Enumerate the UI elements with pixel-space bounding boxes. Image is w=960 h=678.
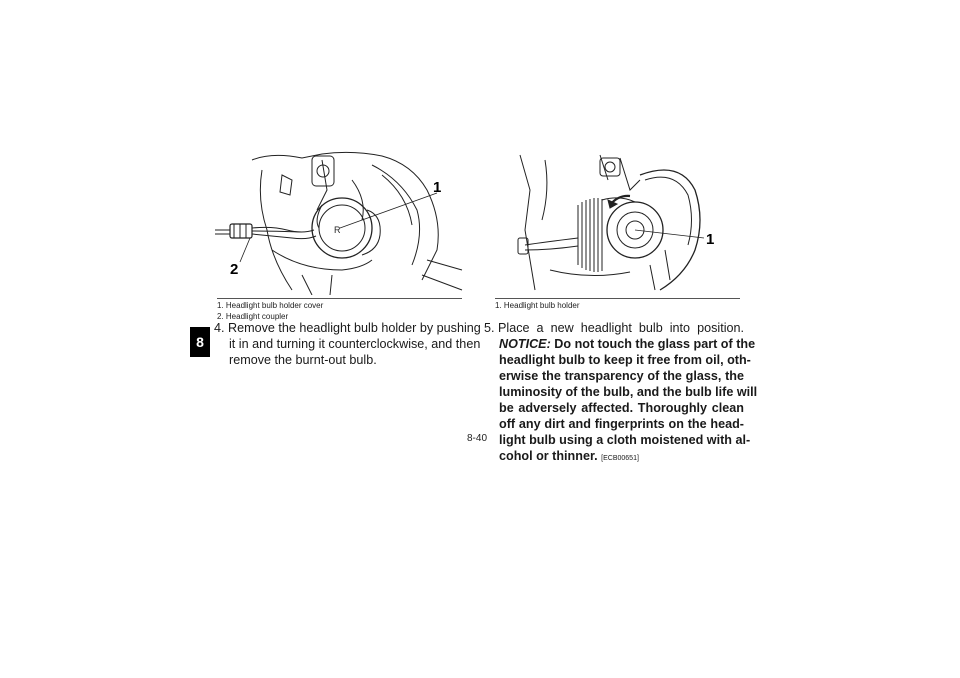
notice-text-line: cohol or thinner. (499, 449, 598, 463)
headlight-coupler-illustration (212, 150, 467, 295)
step-number: 5. (484, 321, 495, 335)
callout-1-left: 1 (433, 179, 442, 196)
notice-text: Do not touch the glass part of the (550, 337, 756, 351)
right-illustration-svg (490, 150, 745, 295)
callout-1-right: 1 (706, 231, 715, 248)
callout-2-left: 2 (230, 261, 239, 278)
left-illustration-svg (212, 150, 467, 295)
notice-text-line: off any dirt and fingerprints on the head- (499, 417, 744, 431)
headlight-bulb-holder-illustration (490, 150, 745, 295)
chapter-tab: 8 (190, 327, 210, 357)
legend-item: 1. Headlight bulb holder (495, 301, 580, 310)
step-4 (214, 320, 481, 368)
step-text-line: Place a new headlight bulb into position. (498, 321, 744, 335)
step-number: 4. (214, 321, 225, 335)
step-text-line: remove the burnt-out bulb. (229, 353, 377, 367)
notice-text-line: be adversely affected. Thoroughly clean (499, 401, 744, 415)
notice-text-line: erwise the transparency of the glass, the (499, 369, 744, 383)
reference-code: [ECB00651] (601, 455, 639, 462)
cap-marking-label: R (334, 225, 341, 235)
notice-text-line: luminosity of the bulb, and the bulb life will (499, 385, 758, 399)
legend-item: 1. Headlight bulb holder cover (217, 301, 324, 310)
legend-item: 2. Headlight coupler (217, 312, 289, 321)
notice-text-line: light bulb using a cloth moistened with al- (499, 433, 751, 447)
step-text-line: it in and turning it counterclockwise, and then (229, 337, 481, 351)
right-figure-legend (495, 298, 740, 311)
step-text-line: Remove the headlight bulb holder by pushing (228, 321, 481, 335)
step-5 (484, 320, 758, 467)
notice-label: NOTICE: (499, 337, 551, 351)
left-figure-legend (217, 298, 462, 322)
page-number: 8-40 (467, 433, 488, 444)
notice-text-line: headlight bulb to keep it free from oil, oth- (499, 353, 751, 367)
